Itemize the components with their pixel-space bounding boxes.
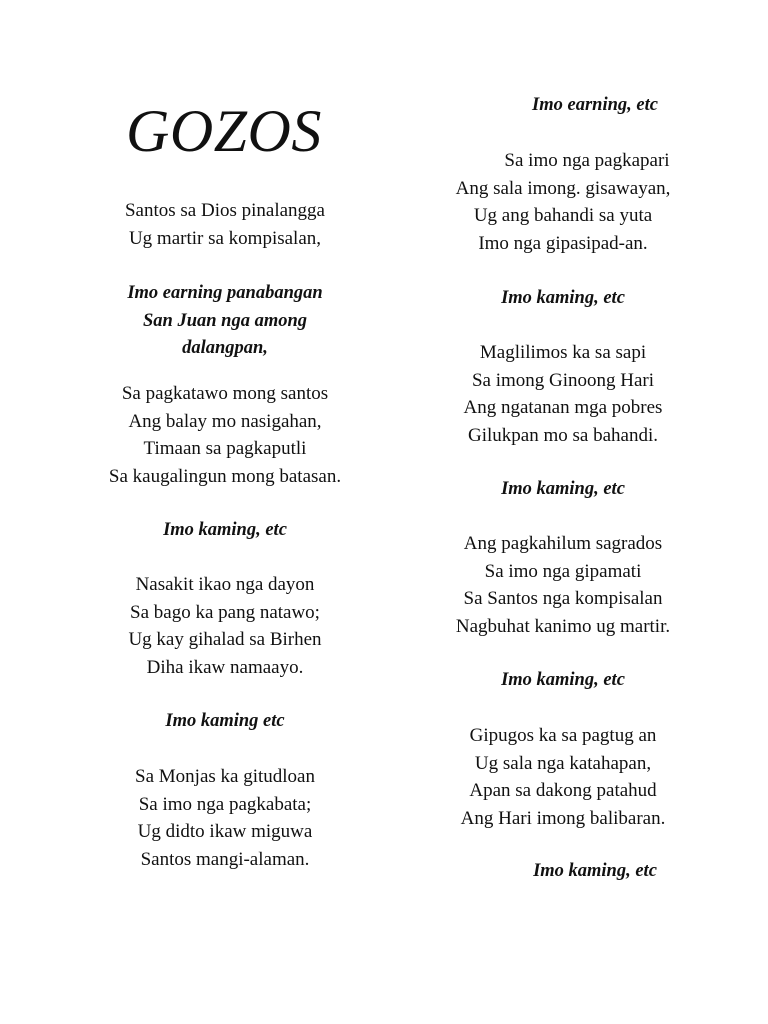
verse-line: Ang sala imong. gisawayan, <box>455 177 671 199</box>
verse-line: Apan sa dakong patahud <box>469 780 657 801</box>
stanza <box>398 339 728 449</box>
refrain <box>398 285 728 313</box>
refrain <box>430 92 760 120</box>
refrain-line: San Juan nga among <box>143 310 307 331</box>
verse-line: Santos mangi-alaman. <box>140 848 310 870</box>
verse-line: Gipugos ka sa pagtug an <box>469 725 657 746</box>
verse-line: Santos sa Dios pinalangga <box>124 200 325 221</box>
verse-line: Ug ang bahandi sa yuta <box>473 205 653 226</box>
refrain <box>398 476 728 504</box>
stanza <box>398 530 728 640</box>
refrain <box>60 708 390 736</box>
refrain <box>430 858 760 886</box>
refrain-line: Imo kaming, etc <box>501 288 625 308</box>
refrain-line: Imo kaming, etc <box>533 861 657 881</box>
verse-line: Sa kaugalingun mong batasan. <box>108 465 342 487</box>
stanza <box>60 571 390 681</box>
refrain <box>398 667 728 695</box>
stanza <box>60 763 390 873</box>
verse-line: Ug sala nga katahapan, <box>474 752 652 774</box>
verse-line: Gilukpan mo sa bahandi. <box>468 424 658 446</box>
verse-line: Sa imong Ginoong Hari <box>471 369 655 391</box>
page-title: GOZOS <box>126 98 322 164</box>
verse-line: Sa imo nga pagkabata; <box>138 793 312 815</box>
stanza <box>60 380 390 490</box>
stanza <box>398 722 728 832</box>
verse-line: Sa imo nga pagkapari <box>504 150 670 171</box>
stanza <box>398 147 728 257</box>
refrain-line: Imo kaming etc <box>165 711 285 731</box>
verse-line: Ang balay mo nasigahan, <box>128 410 322 432</box>
verse-line: Ug kay gihalad sa Birhen <box>128 629 322 650</box>
refrain-line: Imo kaming, etc <box>501 670 625 690</box>
refrain <box>60 280 390 363</box>
verse-line: Ug didto ikaw miguwa <box>137 821 313 842</box>
verse-line: Nasakit ikao nga dayon <box>135 574 315 595</box>
refrain-line: Imo earning panabangan <box>127 283 323 303</box>
verse-line: Sa pagkatawo mong santos <box>121 383 329 404</box>
verse-line: Maglilimos ka sa sapi <box>479 342 647 363</box>
verse-line: Imo nga gipasipad-an. <box>478 232 648 254</box>
verse-line: Timaan sa pagkaputli <box>143 438 307 459</box>
verse-line: Ang Hari imong balibaran. <box>460 807 666 829</box>
refrain <box>60 517 390 545</box>
verse-line: Ug martir sa kompisalan, <box>128 227 322 249</box>
stanza <box>60 197 390 252</box>
verse-line: Diha ikaw namaayo. <box>146 656 304 678</box>
verse-line: Nagbuhat kanimo ug martir. <box>455 615 671 637</box>
refrain-line: dalangpan, <box>182 338 268 358</box>
verse-line: Ang pagkahilum sagrados <box>463 533 663 554</box>
verse-line: Sa Santos nga kompisalan <box>463 588 663 609</box>
verse-line: Sa bago ka pang natawo; <box>130 601 320 623</box>
verse-line: Sa Monjas ka gitudloan <box>135 766 315 787</box>
refrain-line: Imo earning, etc <box>532 95 658 115</box>
refrain-line: Imo kaming, etc <box>501 479 625 499</box>
verse-line: Ang ngatanan mga pobres <box>463 397 663 418</box>
refrain-line: Imo kaming, etc <box>163 520 287 540</box>
verse-line: Sa imo nga gipamati <box>484 560 642 582</box>
